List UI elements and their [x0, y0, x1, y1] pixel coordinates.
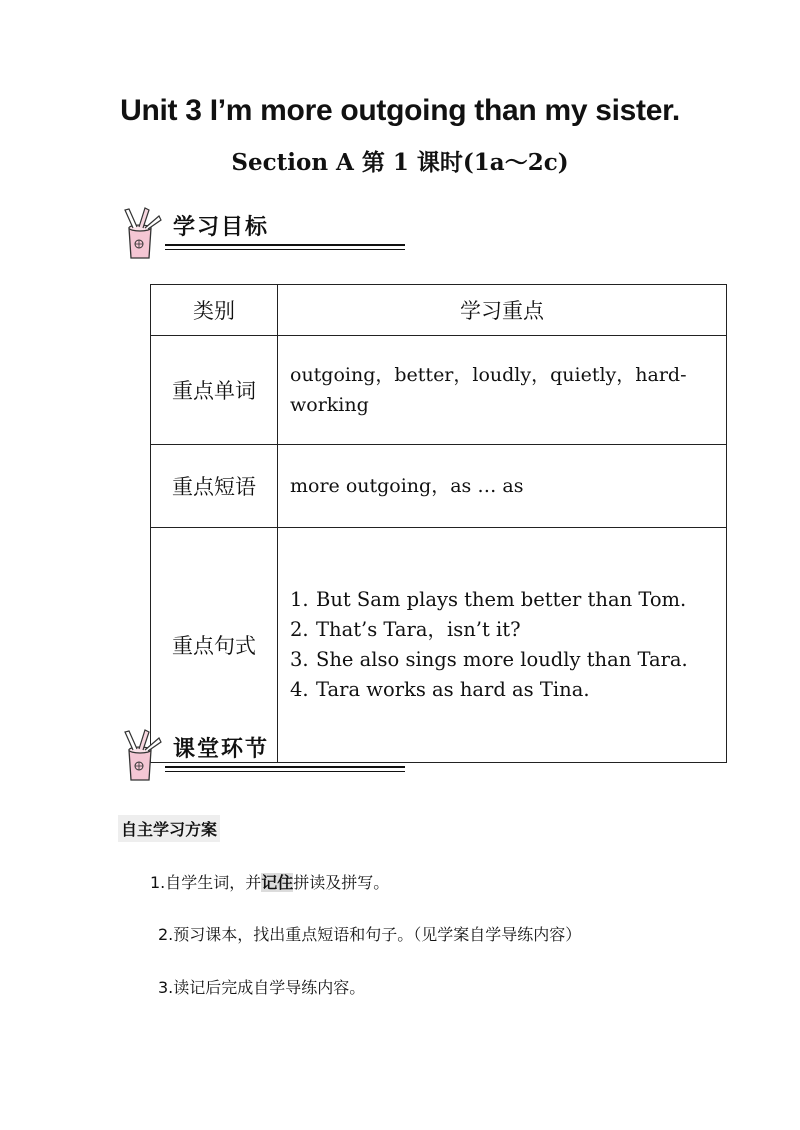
- section-class-header: [115, 728, 305, 784]
- sentence-list: [290, 585, 714, 705]
- list-item: [290, 675, 714, 705]
- table-header-row: [151, 285, 727, 336]
- table-row: [151, 445, 727, 528]
- table-row: [151, 336, 727, 445]
- pencil-cup-icon: [115, 728, 171, 784]
- sentence-number: 1.: [290, 588, 309, 611]
- plan-step-2: 2.预习课本，找出重点短语和句子。（见学案自学导练内容）: [158, 925, 582, 944]
- divider: [165, 766, 405, 768]
- divider: [165, 244, 405, 246]
- key-sentences: [278, 528, 727, 763]
- sentence-text: But Sam plays them better than Tom.: [316, 588, 687, 611]
- row-label-words: 重点单词: [151, 336, 278, 445]
- plan-step-3: 3.读记后完成自学导练内容。: [158, 978, 366, 997]
- section-goals-label: 学习目标: [173, 215, 270, 240]
- highlight-text: 记住: [261, 873, 294, 892]
- divider: [165, 249, 405, 250]
- key-phrases: more outgoing，as … as: [278, 445, 727, 528]
- learning-goals-table: [150, 284, 727, 763]
- section-goals-header: [115, 206, 305, 262]
- section-class-label: 课堂环节: [173, 737, 270, 762]
- pencil-cup-icon: [115, 206, 171, 262]
- list-item: [290, 585, 714, 615]
- plan-step-text: 1.自学生词，并: [150, 873, 262, 892]
- row-label-sentences: 重点句式: [151, 528, 278, 763]
- sentence-text: Tara works as hard as Tina.: [316, 678, 590, 701]
- plan-step-text: 拼读及拼写。: [293, 873, 390, 892]
- plan-title: 自主学习方案: [118, 815, 220, 842]
- sentence-text: She also sings more loudly than Tara.: [316, 648, 688, 671]
- list-item: [290, 615, 714, 645]
- page-title: Unit 3 I’m more outgoing than my sister.: [120, 94, 680, 127]
- sentence-number: 3.: [290, 648, 309, 671]
- divider: [165, 771, 405, 772]
- row-label-phrases: 重点短语: [151, 445, 278, 528]
- table-header-focus: 学习重点: [278, 285, 727, 336]
- sentence-text: That’s Tara，isn’t it?: [316, 618, 521, 641]
- table-header-category: 类别: [151, 285, 278, 336]
- sentence-number: 4.: [290, 678, 309, 701]
- list-item: [290, 645, 714, 675]
- sentence-number: 2.: [290, 618, 309, 641]
- plan-step-1: [150, 870, 389, 893]
- key-words: outgoing，better，loudly，quietly，hard-working: [278, 336, 727, 445]
- page-subtitle: Section A 第 1 课时(1a～2c): [231, 149, 569, 176]
